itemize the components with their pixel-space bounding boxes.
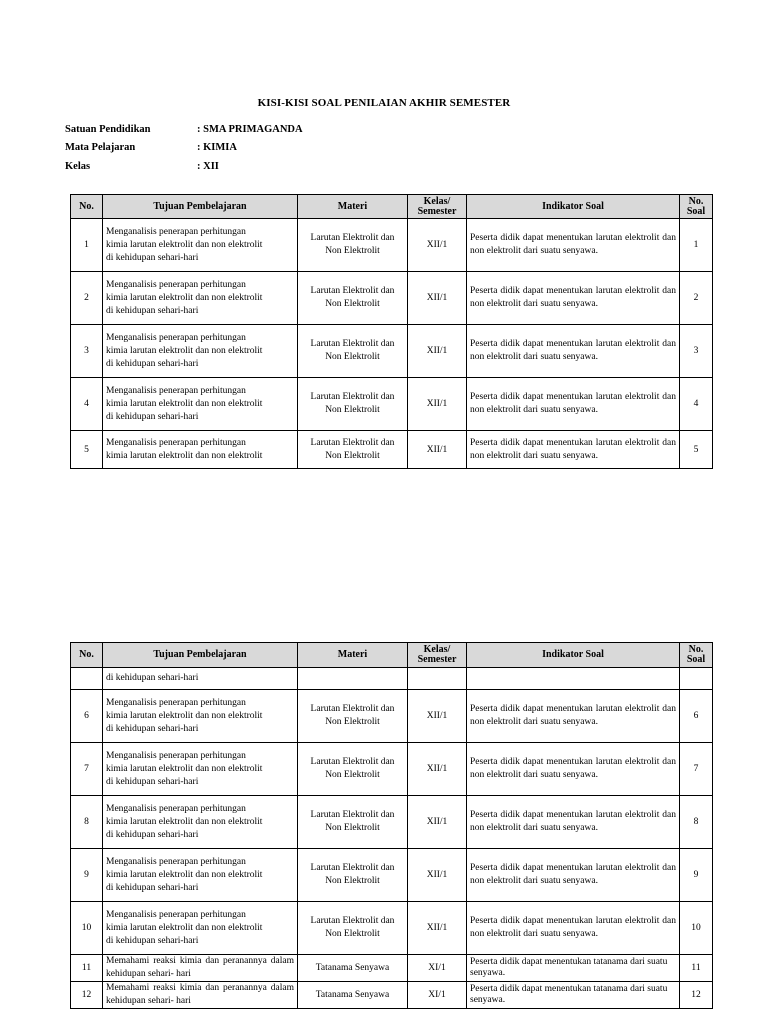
row-tujuan: [103, 743, 298, 796]
materi-line: Non Elektrolit: [325, 770, 380, 780]
row-kelas: XII/1: [408, 849, 467, 902]
tujuan-line: Menganalisis penerapan perhitungan: [106, 279, 246, 290]
meta-value: : SMA PRIMAGANDA: [197, 124, 303, 135]
row-materi: Tatanama Senyawa: [298, 982, 408, 1009]
row-materi: [298, 378, 408, 431]
row-indikator: [467, 431, 680, 469]
row-no: 10: [71, 902, 103, 955]
row-no-soal: 6: [680, 690, 713, 743]
indikator-text: Peserta didik dapat menentukan larutan elektrolit dan non elektrolit dari suatu senyawa.: [470, 916, 676, 939]
materi-line: Non Elektrolit: [325, 405, 380, 415]
row-indikator: Peserta didik dapat menentukan tatanama dari suatu senyawa.: [467, 982, 680, 1009]
header-no-soal-line2: Soal: [686, 654, 706, 665]
row-no-soal: 5: [680, 431, 713, 469]
tujuan-line: kimia larutan elektrolit dan non elektrolit: [106, 922, 263, 933]
row-no-empty: [71, 668, 103, 690]
materi-line: Larutan Elektrolit dan: [310, 286, 395, 296]
header-no-soal: [680, 195, 713, 219]
table-row: [71, 378, 713, 431]
table-row: [71, 431, 713, 469]
row-no: 2: [71, 272, 103, 325]
row-tujuan: [103, 378, 298, 431]
materi-line: Larutan Elektrolit dan: [310, 863, 395, 873]
row-no-soal: 2: [680, 272, 713, 325]
table-row: [71, 955, 713, 982]
row-kelas: XII/1: [408, 325, 467, 378]
row-kelas: XII/1: [408, 796, 467, 849]
row-no: 9: [71, 849, 103, 902]
meta-label: Mata Pelajaran: [65, 142, 136, 153]
header-kelas: [408, 643, 467, 668]
table-row: [71, 849, 713, 902]
tujuan-line: Menganalisis penerapan perhitungan: [106, 909, 246, 920]
tujuan-line: kimia larutan elektrolit dan non elektrolit: [106, 398, 263, 409]
materi-line: Non Elektrolit: [325, 717, 380, 727]
header-no-soal: [680, 643, 713, 668]
tujuan-line: Menganalisis penerapan perhitungan: [106, 226, 246, 237]
tujuan-text: Memahami reaksi kimia dan peranannya dalam kehidupan sehari- hari: [106, 956, 294, 979]
tujuan-line: di kehidupan sehari-hari: [106, 935, 199, 946]
header-materi: Materi: [298, 643, 408, 668]
header-no: No.: [71, 643, 103, 668]
row-kelas-empty: [408, 668, 467, 690]
row-kelas: XII/1: [408, 690, 467, 743]
materi-line: Larutan Elektrolit dan: [310, 757, 395, 767]
tujuan-line: Menganalisis penerapan perhitungan: [106, 385, 246, 396]
materi-line: Larutan Elektrolit dan: [310, 233, 395, 243]
row-materi: Tatanama Senyawa: [298, 955, 408, 982]
materi-line: Larutan Elektrolit dan: [310, 339, 395, 349]
materi-line: Larutan Elektrolit dan: [310, 392, 395, 402]
tujuan-line: kimia larutan elektrolit dan non elektrolit: [106, 816, 263, 827]
header-no-soal-line1: No.: [688, 644, 704, 655]
header-kelas-line2: Semester: [417, 205, 457, 217]
materi-line: Non Elektrolit: [325, 352, 380, 362]
document-title: KISI-KISI SOAL PENILAIAN AKHIR SEMESTER: [257, 97, 511, 109]
materi-line: Larutan Elektrolit dan: [310, 810, 395, 820]
row-tujuan: [103, 325, 298, 378]
materi-line: Larutan Elektrolit dan: [310, 916, 395, 926]
row-indikator-empty: [467, 668, 680, 690]
row-no-soal: 1: [680, 219, 713, 272]
header-materi: Materi: [298, 195, 408, 219]
row-kelas: XII/1: [408, 743, 467, 796]
row-indikator: [467, 690, 680, 743]
tujuan-text: Memahami reaksi kimia dan peranannya dalam kehidupan sehari- hari: [106, 983, 294, 1006]
row-tujuan-continued: di kehidupan sehari-hari: [103, 668, 298, 690]
header-indikator: Indikator Soal: [467, 195, 680, 219]
meta-label: Kelas: [65, 161, 91, 172]
row-tujuan: [103, 690, 298, 743]
row-kelas: XI/1: [408, 955, 467, 982]
table-row: [71, 982, 713, 1009]
row-kelas: XII/1: [408, 272, 467, 325]
indikator-text: Peserta didik dapat menentukan larutan elektrolit dan non elektrolit dari suatu senyawa.: [470, 437, 676, 461]
header-tujuan: Tujuan Pembelajaran: [103, 643, 298, 668]
row-materi: [298, 325, 408, 378]
header-kelas-line2: Semester: [417, 654, 457, 665]
row-no: 8: [71, 796, 103, 849]
header-no-soal-line2: Soal: [686, 205, 706, 217]
materi-line: Non Elektrolit: [325, 823, 380, 833]
meta-value: : XII: [197, 161, 219, 172]
table-row: [71, 325, 713, 378]
row-no: 5: [71, 431, 103, 469]
row-no-soal-empty: [680, 668, 713, 690]
tujuan-line: kimia larutan elektrolit dan non elektrolit: [106, 345, 263, 356]
row-kelas: XII/1: [408, 378, 467, 431]
table-row: [71, 796, 713, 849]
row-no: 4: [71, 378, 103, 431]
row-no-soal: 4: [680, 378, 713, 431]
row-tujuan: [103, 982, 298, 1009]
header-kelas: [408, 195, 467, 219]
tujuan-line: Menganalisis penerapan perhitungan: [106, 803, 246, 814]
header-tujuan: Tujuan Pembelajaran: [103, 195, 298, 219]
row-tujuan: [103, 849, 298, 902]
row-indikator: Peserta didik dapat menentukan tatanama dari suatu senyawa.: [467, 955, 680, 982]
materi-line: Larutan Elektrolit dan: [310, 704, 395, 714]
row-indikator: [467, 272, 680, 325]
row-indikator: [467, 849, 680, 902]
row-kelas: XII/1: [408, 902, 467, 955]
tujuan-line: di kehidupan sehari-hari: [106, 252, 199, 263]
materi-line: Non Elektrolit: [325, 876, 380, 886]
meta-value: : KIMIA: [197, 142, 237, 153]
tujuan-line: Menganalisis penerapan perhitungan: [106, 332, 246, 343]
row-indikator: [467, 743, 680, 796]
row-materi: [298, 219, 408, 272]
row-no: 1: [71, 219, 103, 272]
row-materi: [298, 431, 408, 469]
indikator-text: Peserta didik dapat menentukan larutan elektrolit dan non elektrolit dari suatu senyawa.: [470, 392, 676, 415]
row-no: 6: [71, 690, 103, 743]
table-row: [71, 743, 713, 796]
tujuan-line: kimia larutan elektrolit dan non elektrolit: [106, 869, 263, 880]
table-row-continued: [71, 668, 713, 690]
table-header-row: [71, 195, 713, 219]
kisi-table-page-1: [70, 194, 713, 469]
row-indikator: [467, 325, 680, 378]
indikator-text: Peserta didik dapat menentukan larutan elektrolit dan non elektrolit dari suatu senyawa.: [470, 286, 676, 309]
row-no-soal: 10: [680, 902, 713, 955]
row-indikator: [467, 378, 680, 431]
table-row: [71, 219, 713, 272]
header-no: No.: [71, 195, 103, 219]
row-tujuan: [103, 272, 298, 325]
table-row: [71, 272, 713, 325]
row-materi: [298, 796, 408, 849]
tujuan-line: kimia larutan elektrolit dan non elektrolit: [106, 763, 263, 774]
materi-line: Larutan Elektrolit dan: [310, 437, 395, 448]
indikator-text: Peserta didik dapat menentukan larutan elektrolit dan non elektrolit dari suatu senyawa.: [470, 810, 676, 833]
row-tujuan: [103, 796, 298, 849]
row-indikator: [467, 902, 680, 955]
indikator-text: Peserta didik dapat menentukan larutan elektrolit dan non elektrolit dari suatu senyawa.: [470, 233, 676, 256]
row-materi: [298, 690, 408, 743]
tujuan-line: kimia larutan elektrolit dan non elektrolit: [106, 710, 263, 721]
tujuan-line: di kehidupan sehari-hari: [106, 305, 199, 316]
row-no-soal: 9: [680, 849, 713, 902]
row-materi: [298, 849, 408, 902]
row-no-soal: 3: [680, 325, 713, 378]
table-header-row: [71, 643, 713, 668]
meta-label: Satuan Pendidikan: [65, 124, 151, 135]
row-indikator: [467, 219, 680, 272]
row-tujuan: [103, 902, 298, 955]
row-tujuan: [103, 955, 298, 982]
tujuan-line: Menganalisis penerapan perhitungan: [106, 437, 246, 448]
tujuan-line: Menganalisis penerapan perhitungan: [106, 856, 246, 867]
row-no: 3: [71, 325, 103, 378]
row-kelas: XII/1: [408, 431, 467, 469]
materi-line: Non Elektrolit: [325, 299, 380, 309]
materi-line: Non Elektrolit: [325, 246, 380, 256]
tujuan-line: Menganalisis penerapan perhitungan: [106, 697, 246, 708]
materi-line: Non Elektrolit: [325, 450, 380, 461]
row-no-soal: 8: [680, 796, 713, 849]
tujuan-line: kimia larutan elektrolit dan non elektrolit: [106, 292, 263, 303]
tujuan-line: di kehidupan sehari-hari: [106, 882, 199, 893]
tujuan-line: di kehidupan sehari-hari: [106, 829, 199, 840]
row-indikator: [467, 796, 680, 849]
header-indikator: Indikator Soal: [467, 643, 680, 668]
row-materi: [298, 272, 408, 325]
row-no: 7: [71, 743, 103, 796]
row-tujuan: [103, 431, 298, 469]
row-kelas: XII/1: [408, 219, 467, 272]
header-no-soal-line1: No.: [688, 195, 704, 207]
row-no: 11: [71, 955, 103, 982]
row-no-soal: 7: [680, 743, 713, 796]
indikator-text: Peserta didik dapat menentukan larutan elektrolit dan non elektrolit dari suatu senyawa.: [470, 704, 676, 727]
indikator-text: Peserta didik dapat menentukan larutan elektrolit dan non elektrolit dari suatu senyawa.: [470, 339, 676, 362]
header-kelas-line1: Kelas/: [423, 644, 451, 655]
tujuan-line: di kehidupan sehari-hari: [106, 776, 199, 787]
tujuan-line: Menganalisis penerapan perhitungan: [106, 750, 246, 761]
indikator-text: Peserta didik dapat menentukan larutan elektrolit dan non elektrolit dari suatu senyawa.: [470, 863, 676, 886]
row-no-soal: 12: [680, 982, 713, 1009]
kisi-table-page-2: [70, 642, 713, 1009]
tujuan-line: di kehidupan sehari-hari: [106, 411, 199, 422]
row-no: 12: [71, 982, 103, 1009]
row-materi-empty: [298, 668, 408, 690]
table-row: [71, 902, 713, 955]
tujuan-line: kimia larutan elektrolit dan non elektrolit: [106, 239, 263, 250]
row-kelas: XI/1: [408, 982, 467, 1009]
row-no-soal: 11: [680, 955, 713, 982]
header-kelas-line1: Kelas/: [423, 195, 451, 207]
row-tujuan: [103, 219, 298, 272]
tujuan-line: kimia larutan elektrolit dan non elektrolit: [106, 450, 263, 461]
indikator-text: Peserta didik dapat menentukan larutan elektrolit dan non elektrolit dari suatu senyawa.: [470, 757, 676, 780]
tujuan-line: di kehidupan sehari-hari: [106, 358, 199, 369]
row-materi: [298, 743, 408, 796]
row-materi: [298, 902, 408, 955]
tujuan-line: di kehidupan sehari-hari: [106, 723, 199, 734]
table-row: [71, 690, 713, 743]
materi-line: Non Elektrolit: [325, 929, 380, 939]
